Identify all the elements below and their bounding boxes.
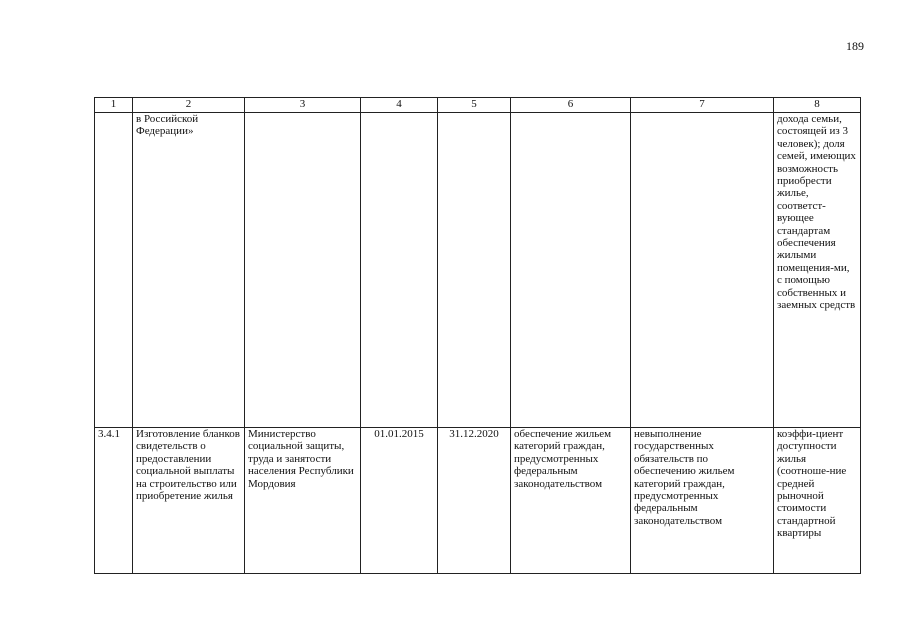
row-index-cell: 3.4.1 <box>95 428 133 574</box>
executor-cell <box>245 113 361 428</box>
column-number: 7 <box>631 98 774 113</box>
start-date-cell <box>361 113 438 428</box>
start-date-cell: 01.01.2015 <box>361 428 438 574</box>
executor-cell: Министерство социальной защиты, труда и занятости населения Республики Мордовия <box>245 428 361 574</box>
page-number: 189 <box>846 39 864 53</box>
consequences-cell <box>631 113 774 428</box>
measure-name-cell: Изготовление бланков свидетельств о предоставлении социальной выплаты на строительство или приобретение жилья <box>133 428 245 574</box>
program-table <box>94 97 861 574</box>
column-number-row <box>95 98 861 113</box>
expected-result-cell: обеспечение жильем категорий граждан, предусмотренных федеральным законодательством <box>511 428 631 574</box>
column-number: 3 <box>245 98 361 113</box>
column-number: 5 <box>438 98 511 113</box>
column-number: 2 <box>133 98 245 113</box>
column-number: 8 <box>774 98 861 113</box>
expected-result-cell <box>511 113 631 428</box>
column-number: 6 <box>511 98 631 113</box>
table-row <box>95 428 861 574</box>
consequences-cell: невыполнение государственных обязательств по обеспечению жильем категорий граждан, предусмотренных федеральным законодательством <box>631 428 774 574</box>
row-index-cell <box>95 113 133 428</box>
indicator-cell: дохода семьи, состоящей из 3 человек); доля семей, имеющих возможность приобрести жилье, соответст-вующее стандартам обеспечения жилыми помещения-ми, с помощью собственных и заемных средств <box>774 113 861 428</box>
column-number: 4 <box>361 98 438 113</box>
indicator-cell: коэффи-циент доступности жилья (соотноше-ние средней рыночной стоимости стандартной квартиры <box>774 428 861 574</box>
column-number: 1 <box>95 98 133 113</box>
end-date-cell <box>438 113 511 428</box>
end-date-cell: 31.12.2020 <box>438 428 511 574</box>
table-row <box>95 113 861 428</box>
measure-name-cell: в Российской Федерации» <box>133 113 245 428</box>
